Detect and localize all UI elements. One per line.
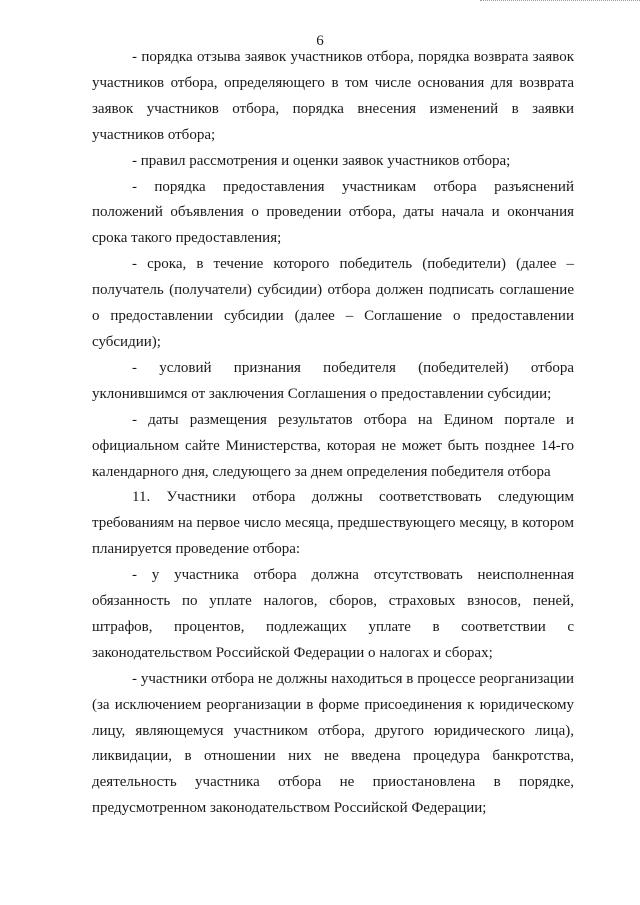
page-number: 6 bbox=[316, 33, 324, 49]
paragraph-tax-obligations: - у участника отбора должна отсутствовать неисполненная обязанность по уплате налогов, сборов, страховых взносов, пеней, штрафов, процентов, подлежащих уплате в соответствии с законодательством Российской Федерации о налогах и сборах; bbox=[92, 567, 574, 661]
paragraph-signing-deadline: - срока, в течение которого победитель (победители) (далее – получатель (получатели) субсидии) отбора должен подписать соглашение о предоставлении субсидии (далее – Соглашение о предоставлении субсидии); bbox=[92, 256, 574, 350]
scan-edge-mark bbox=[480, 0, 640, 4]
paragraph-evasion-conditions: - условий признания победителя (победителей) отбора уклонившимся от заключения Соглашения о предоставлении субсидии; bbox=[92, 359, 574, 402]
paragraph-11-requirements: 11. Участники отбора должны соответствовать следующим требованиям на первое число месяца, предшествующего месяцу, в котором планируется проведение отбора: bbox=[92, 489, 574, 558]
document-body bbox=[92, 45, 574, 822]
paragraph-clarifications: - порядка предоставления участникам отбора разъяснений положений объявления о проведении отбора, даты начала и окончания срока такого предоставления; bbox=[92, 178, 574, 247]
paragraph-review-rules: - правил рассмотрения и оценки заявок участников отбора; bbox=[132, 152, 511, 169]
paragraph-reorganization: - участники отбора не должны находиться в процессе реорганизации (за исключением реорганизации в форме присоединения к юридическому лицу, являющемуся участником отбора, другого юридического лица), ликвидации, в отношении них не введена процедура банкротства, деятельность участника отбора не приостановлена в порядке, предусмотренном законодательством Российской Федерации; bbox=[92, 670, 574, 817]
paragraph-results-publication: - даты размещения результатов отбора на Едином портале и официальном сайте Министерства, которая не может быть позднее 14-го календарного дня, следующего за днем определения победителя отбора bbox=[92, 411, 574, 480]
paragraph-withdrawal-procedure: - порядка отзыва заявок участников отбора, порядка возврата заявок участников отбора, определяющего в том числе основания для возврата заявок участников отбора, порядка внесения изменений в заявки участников отбора; bbox=[92, 49, 574, 143]
